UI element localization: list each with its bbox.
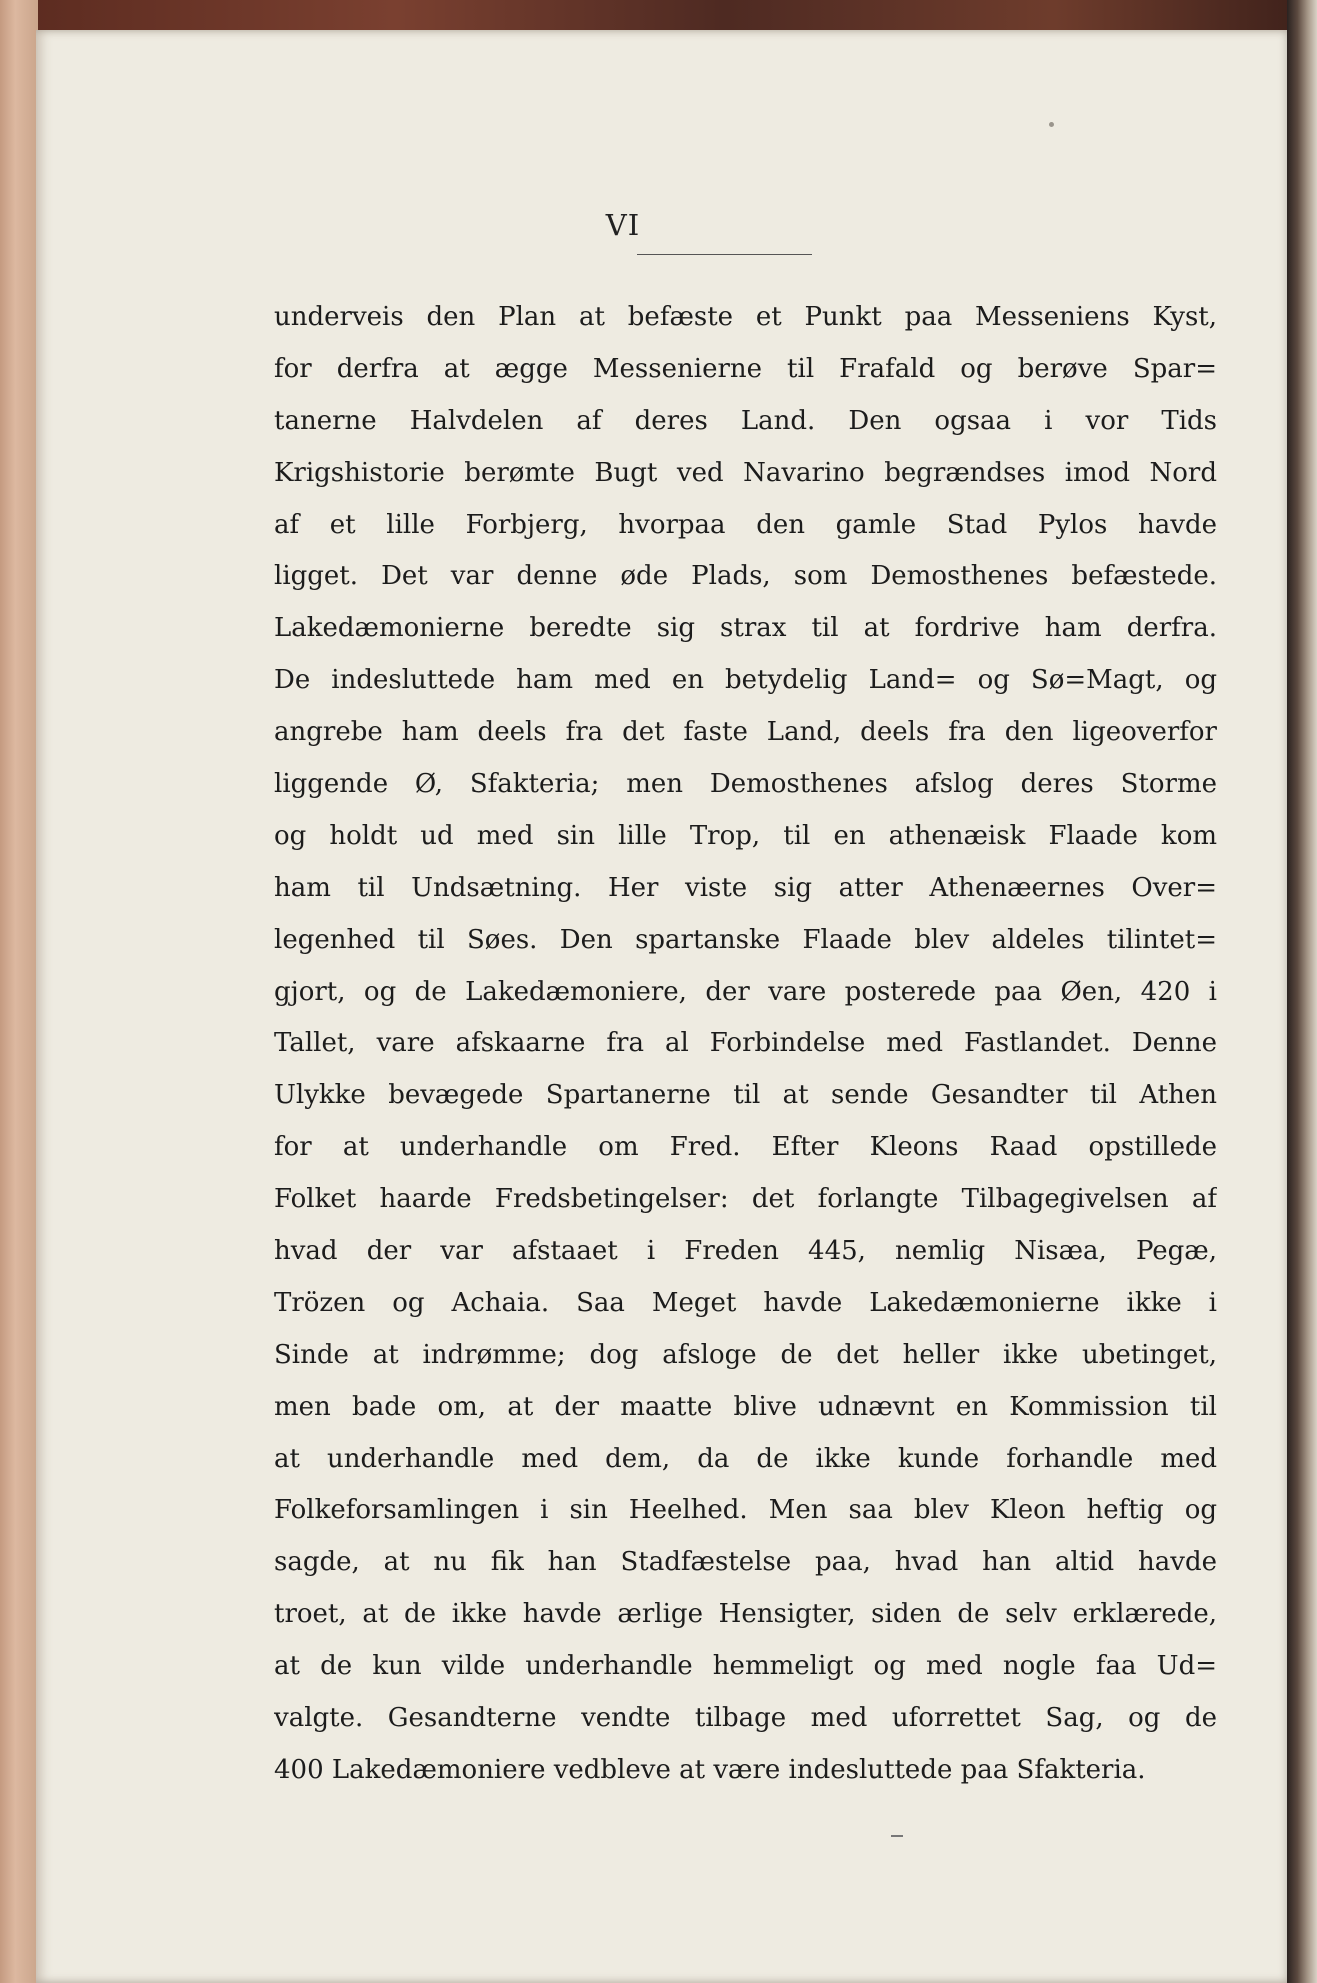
book-right-edge (1287, 0, 1317, 1983)
book-top-edge (0, 0, 1317, 34)
text-line: for derfra at ægge Messenierne til Frafald og berøve Spar= (274, 353, 1217, 384)
text-line: Trözen og Achaia. Saa Meget havde Lakedæmonierne ikke i (274, 1287, 1217, 1318)
text-line: Ulykke bevægede Spartanerne til at sende Gesandter til Athen (274, 1080, 1217, 1111)
text-line: valgte. Gesandterne vendte tilbage med uforrettet Sag, og de (274, 1703, 1217, 1734)
text-line: troet, at de ikke havde ærlige Hensigter, siden de selv erklærede, (274, 1599, 1217, 1630)
text-line: angrebe ham deels fra det faste Land, deels fra den ligeoverfor (274, 717, 1217, 748)
text-line: men bade om, at der maatte blive udnævnt en Kommission til (274, 1391, 1217, 1422)
text-line: ham til Undsætning. Her viste sig atter Athenæernes Over= (274, 872, 1217, 903)
text-line: Folkeforsamlingen i sin Heelhed. Men saa blev Kleon heftig og (274, 1495, 1217, 1526)
text-line: at de kun vilde underhandle hemmeligt og med nogle faa Ud= (274, 1651, 1217, 1682)
text-line: 400 Lakedæmoniere vedbleve at være indesluttede paa Sfakteria. (274, 1754, 1146, 1785)
text-line: ligget. Det var denne øde Plads, som Demosthenes befæstede. (274, 561, 1217, 592)
page-number: VI (605, 208, 641, 242)
text-line: underveis den Plan at befæste et Punkt paa Messeniens Kyst, (274, 302, 1217, 332)
text-line: at underhandle med dem, da de ikke kunde forhandle med (274, 1443, 1217, 1474)
paper-speck (1049, 122, 1054, 127)
text-line: og holdt ud med sin lille Trop, til en athenæisk Flaade kom (274, 820, 1217, 851)
page-header (36, 208, 1290, 242)
text-line: af et lille Forbjerg, hvorpaa den gamle Stad Pylos havde (274, 509, 1217, 540)
text-line: gjort, og de Lakedæmoniere, der vare posterede paa Øen, 420 i (274, 976, 1217, 1007)
body-text (274, 292, 1217, 1797)
text-line: De indesluttede ham med en betydelig Land= og Sø=Magt, og (274, 665, 1217, 696)
text-line: sagde, at nu fik han Stadfæstelse paa, hvad han altid havde (274, 1547, 1217, 1578)
paper-mark (891, 1835, 903, 1837)
book-left-edge (0, 0, 38, 1983)
header-rule (637, 254, 812, 255)
book-page (36, 30, 1290, 1983)
text-line: Folket haarde Fredsbetingelser: det forlangte Tilbagegivelsen af (274, 1184, 1217, 1215)
text-line: Sinde at indrømme; dog afsloge de det heller ikke ubetinget, (274, 1339, 1217, 1370)
text-line: Lakedæmonierne beredte sig strax til at fordrive ham derfra. (274, 613, 1217, 644)
text-line: legenhed til Søes. Den spartanske Flaade blev aldeles tilintet= (274, 924, 1217, 955)
text-line: for at underhandle om Fred. Efter Kleons Raad opstillede (274, 1132, 1217, 1163)
text-line: hvad der var afstaaet i Freden 445, nemlig Nisæa, Pegæ, (274, 1236, 1217, 1267)
text-line: Tallet, vare afskaarne fra al Forbindelse med Fastlandet. Denne (274, 1028, 1217, 1059)
text-line: tanerne Halvdelen af deres Land. Den ogsaa i vor Tids (274, 405, 1217, 436)
text-line: liggende Ø, Sfakteria; men Demosthenes afslog deres Storme (274, 769, 1217, 800)
text-line: Krigshistorie berømte Bugt ved Navarino begrændses imod Nord (274, 457, 1217, 488)
